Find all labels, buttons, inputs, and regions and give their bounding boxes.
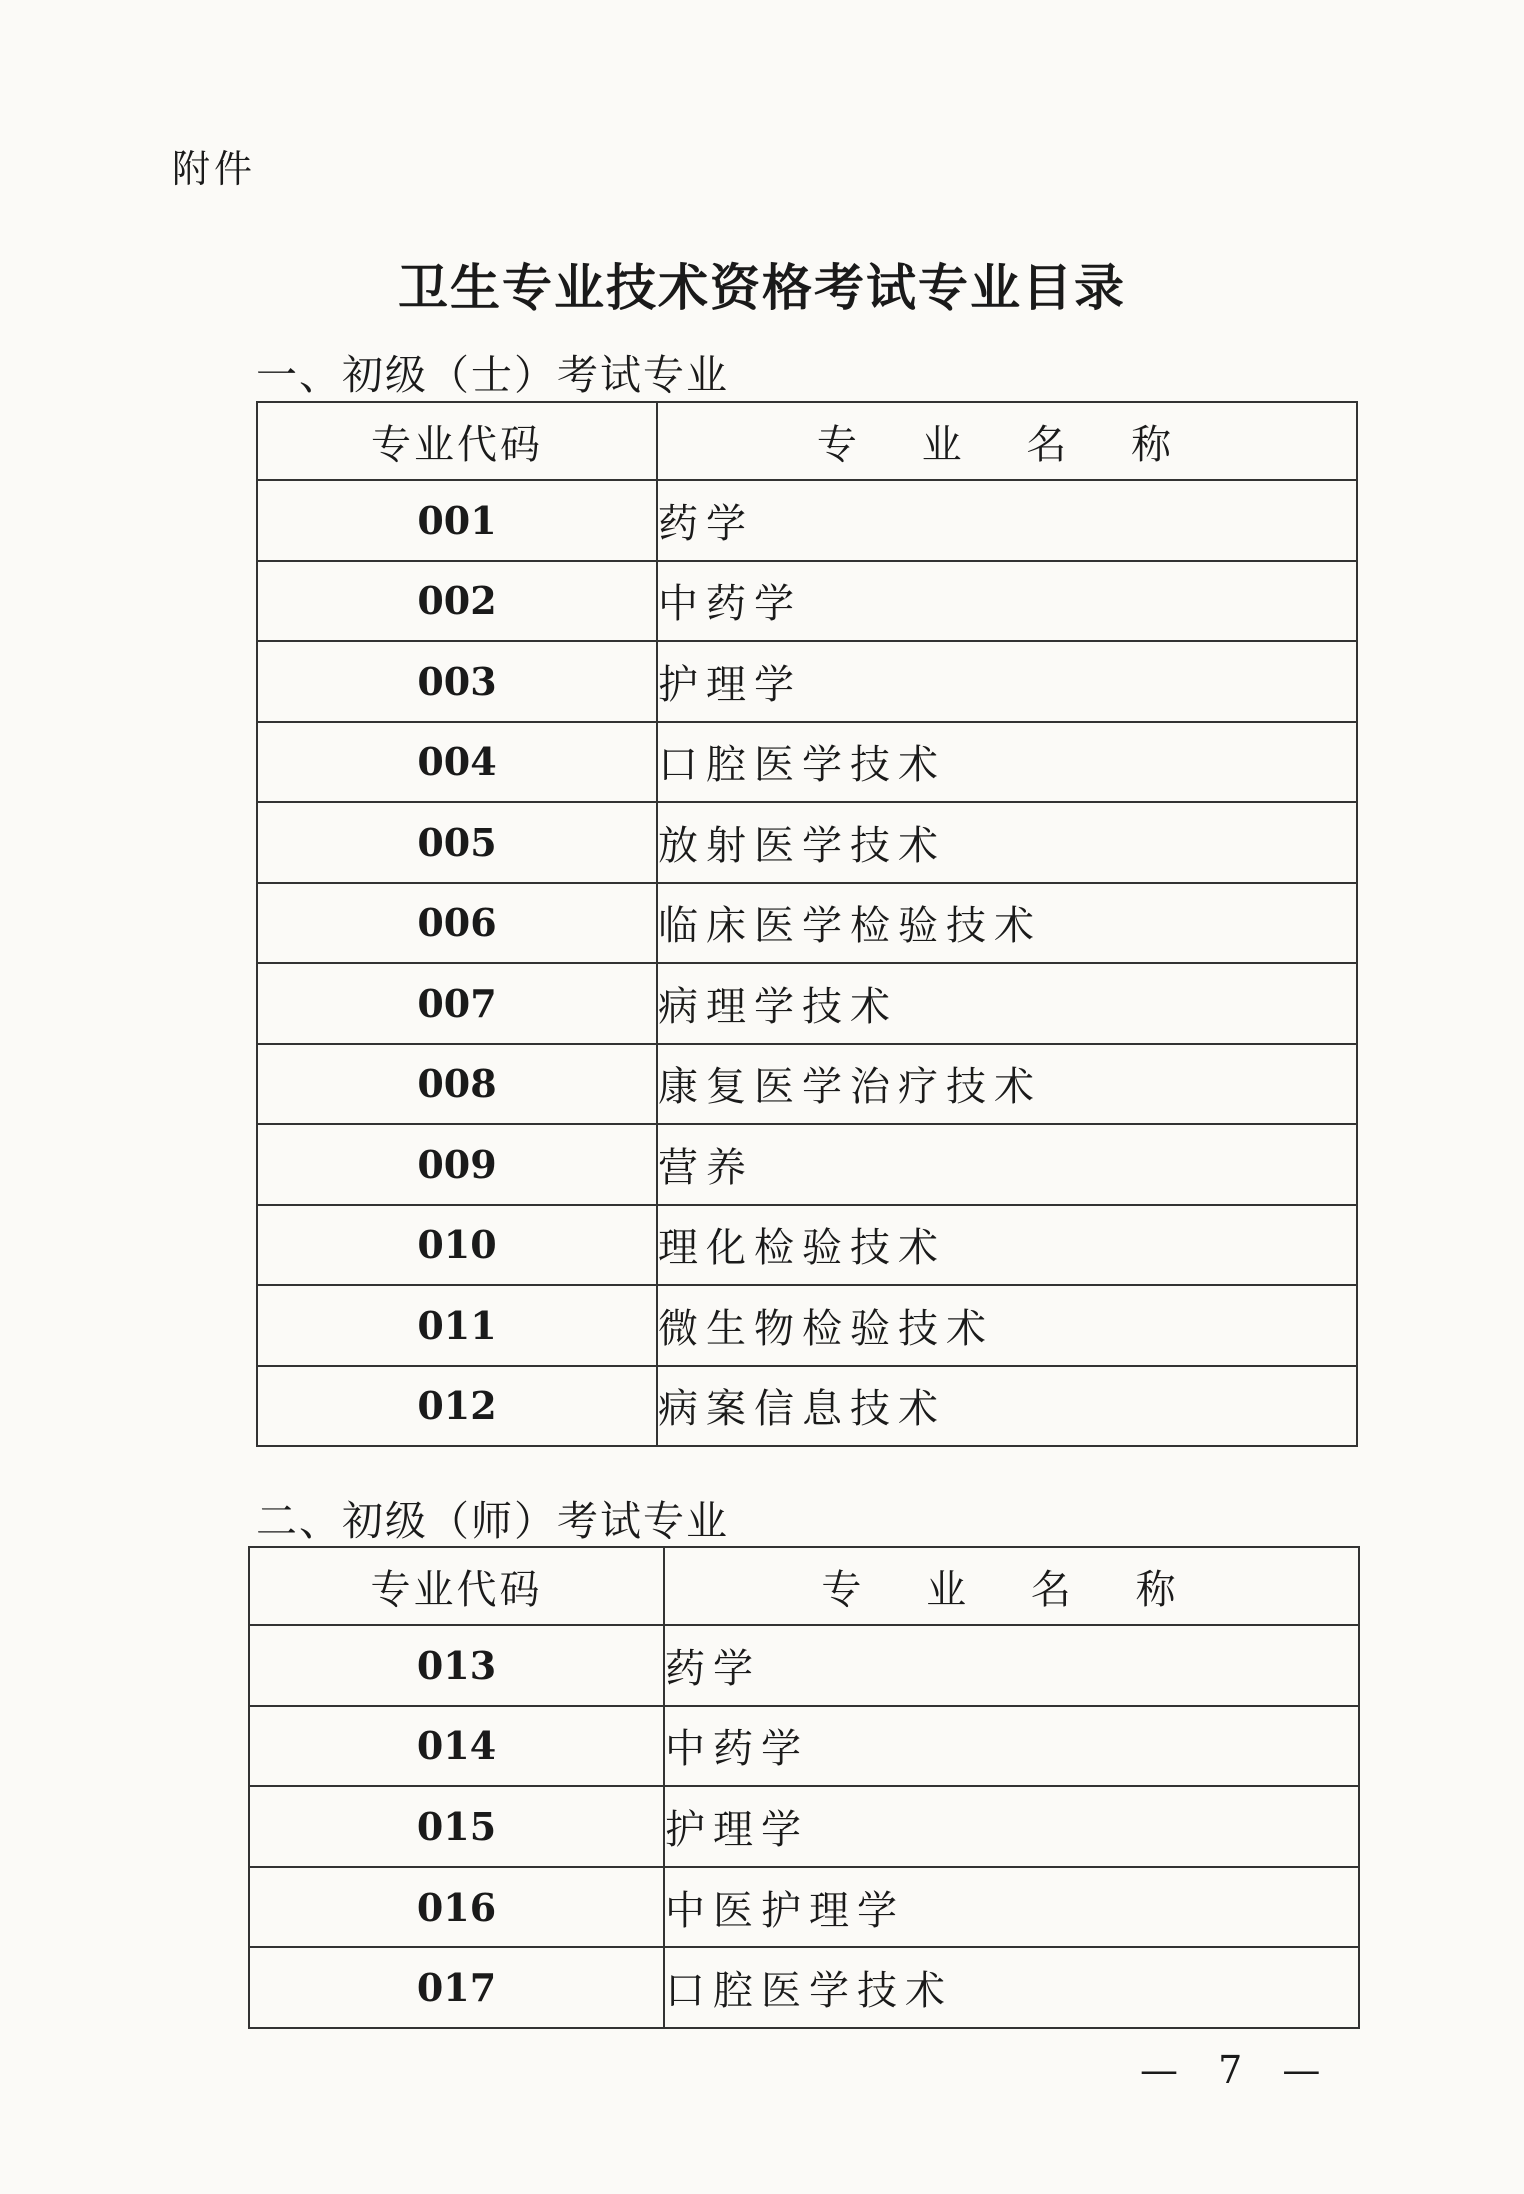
column-header-name: 专 业 名 称 bbox=[657, 402, 1357, 480]
major-table-junior-practitioner bbox=[248, 1546, 1360, 2029]
major-code: 013 bbox=[249, 1625, 664, 1706]
major-code: 012 bbox=[257, 1366, 657, 1447]
table-row bbox=[257, 561, 1357, 642]
section-heading-junior-shi: 一、初级（士）考试专业 bbox=[256, 351, 729, 399]
column-header-code: 专业代码 bbox=[257, 402, 657, 480]
table-row bbox=[257, 480, 1357, 561]
table-row bbox=[257, 883, 1357, 964]
table-header-row bbox=[249, 1547, 1359, 1625]
major-name: 放射医学技术 bbox=[657, 802, 1357, 883]
major-code: 010 bbox=[257, 1205, 657, 1286]
table-row bbox=[249, 1947, 1359, 2028]
major-code: 008 bbox=[257, 1044, 657, 1125]
table-row bbox=[257, 1044, 1357, 1125]
table-row bbox=[249, 1786, 1359, 1867]
major-code: 001 bbox=[257, 480, 657, 561]
table-row bbox=[249, 1625, 1359, 1706]
major-code: 003 bbox=[257, 641, 657, 722]
table-row bbox=[257, 802, 1357, 883]
major-code: 005 bbox=[257, 802, 657, 883]
column-header-name: 专 业 名 称 bbox=[664, 1547, 1359, 1625]
major-name: 中药学 bbox=[657, 561, 1357, 642]
major-name: 口腔医学技术 bbox=[664, 1947, 1359, 2028]
major-code: 002 bbox=[257, 561, 657, 642]
document-title: 卫生专业技术资格考试专业目录 bbox=[398, 259, 1126, 317]
major-name: 药学 bbox=[657, 480, 1357, 561]
major-name: 病理学技术 bbox=[657, 963, 1357, 1044]
table-row bbox=[257, 641, 1357, 722]
major-code: 006 bbox=[257, 883, 657, 964]
table-row bbox=[257, 1366, 1357, 1447]
major-name: 临床医学检验技术 bbox=[657, 883, 1357, 964]
major-code: 016 bbox=[249, 1867, 664, 1948]
table-header-row bbox=[257, 402, 1357, 480]
page-number: — 7 — bbox=[1140, 2048, 1335, 2092]
major-code: 004 bbox=[257, 722, 657, 803]
table-row bbox=[249, 1706, 1359, 1787]
major-name: 护理学 bbox=[664, 1786, 1359, 1867]
major-name: 营养 bbox=[657, 1124, 1357, 1205]
major-name: 康复医学治疗技术 bbox=[657, 1044, 1357, 1125]
major-code: 014 bbox=[249, 1706, 664, 1787]
column-header-code: 专业代码 bbox=[249, 1547, 664, 1625]
table-row bbox=[257, 1205, 1357, 1286]
major-code: 011 bbox=[257, 1285, 657, 1366]
major-table-junior-shi bbox=[256, 401, 1358, 1447]
major-name: 药学 bbox=[664, 1625, 1359, 1706]
major-name: 中药学 bbox=[664, 1706, 1359, 1787]
major-name: 护理学 bbox=[657, 641, 1357, 722]
major-name: 中医护理学 bbox=[664, 1867, 1359, 1948]
major-name: 病案信息技术 bbox=[657, 1366, 1357, 1447]
major-code: 015 bbox=[249, 1786, 664, 1867]
table-row bbox=[257, 722, 1357, 803]
attachment-label: 附件 bbox=[172, 147, 257, 191]
major-name: 口腔医学技术 bbox=[657, 722, 1357, 803]
major-name: 微生物检验技术 bbox=[657, 1285, 1357, 1366]
table-row bbox=[257, 963, 1357, 1044]
section-heading-junior-shi-practitioner: 二、初级（师）考试专业 bbox=[256, 1497, 729, 1545]
major-name: 理化检验技术 bbox=[657, 1205, 1357, 1286]
major-code: 009 bbox=[257, 1124, 657, 1205]
major-code: 017 bbox=[249, 1947, 664, 2028]
table-row bbox=[249, 1867, 1359, 1948]
major-code: 007 bbox=[257, 963, 657, 1044]
table-row bbox=[257, 1124, 1357, 1205]
table-row bbox=[257, 1285, 1357, 1366]
